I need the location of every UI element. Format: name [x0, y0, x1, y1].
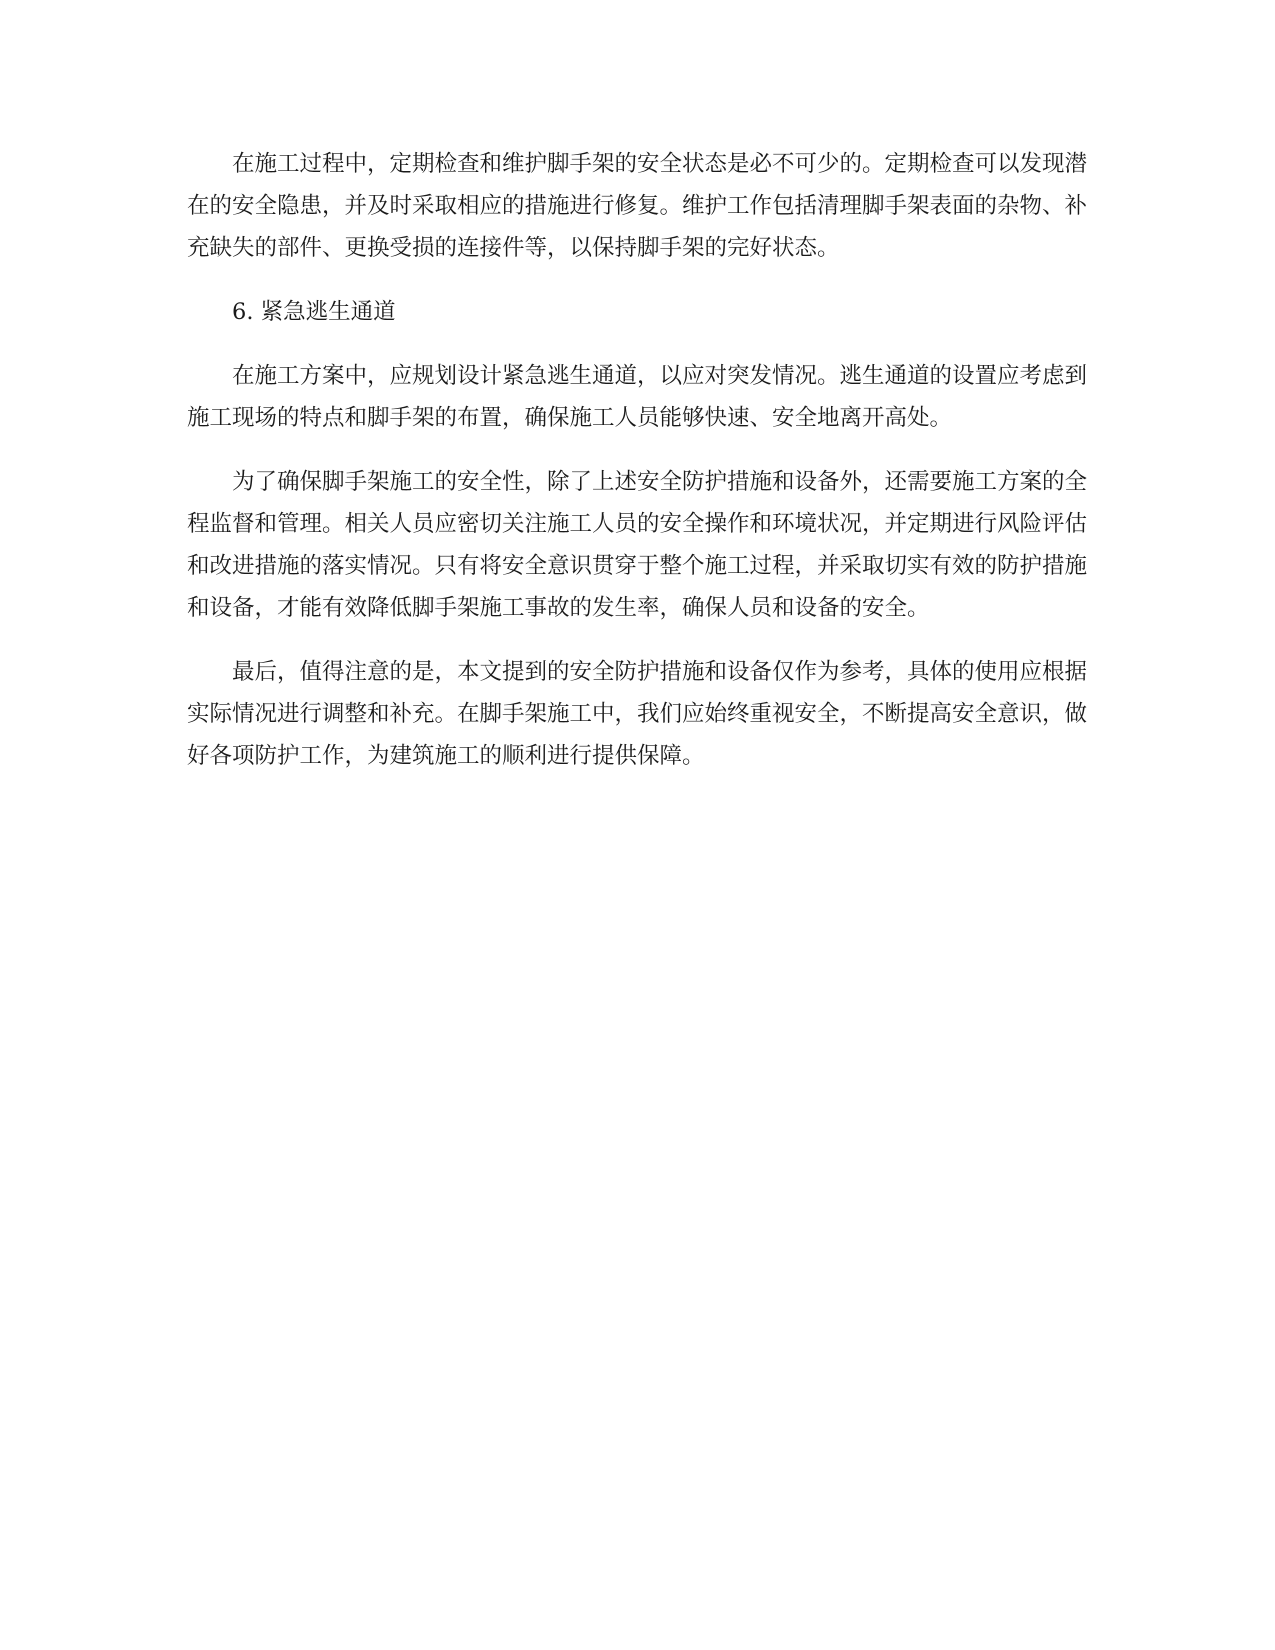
paragraph-inspection-maintenance: 在施工过程中，定期检查和维护脚手架的安全状态是必不可少的。定期检查可以发现潜在的安全隐患，并及时采取相应的措施进行修复。维护工作包括清理脚手架表面的杂物、补充缺失的部件、更换受损的连接件等，以保持脚手架的完好状态。 — [187, 151, 1088, 261]
paragraph-supervision: 为了确保脚手架施工的安全性，除了上述安全防护措施和设备外，还需要施工方案的全程监督和管理。相关人员应密切关注施工人员的安全操作和环境状况，并定期进行风险评估和改进措施的落实情况。只有将安全意识贯穿于整个施工过程，并采取切实有效的防护措施和设备，才能有效降低脚手架施工事故的发生率，确保人员和设备的安全。 — [187, 469, 1088, 621]
paragraph-emergency-exit: 在施工方案中，应规划设计紧急逃生通道，以应对突发情况。逃生通道的设置应考虑到施工现场的特点和脚手架的布置，确保施工人员能够快速、安全地离开高处。 — [187, 363, 1088, 431]
paragraph-conclusion: 最后，值得注意的是，本文提到的安全防护措施和设备仅作为参考，具体的使用应根据实际情况进行调整和补充。在脚手架施工中，我们应始终重视安全，不断提高安全意识，做好各项防护工作，为建筑施工的顺利进行提供保障。 — [187, 659, 1088, 769]
document-body — [187, 143, 1087, 799]
section-heading-emergency-exit: 6. 紧急逃生通道 — [232, 299, 396, 325]
